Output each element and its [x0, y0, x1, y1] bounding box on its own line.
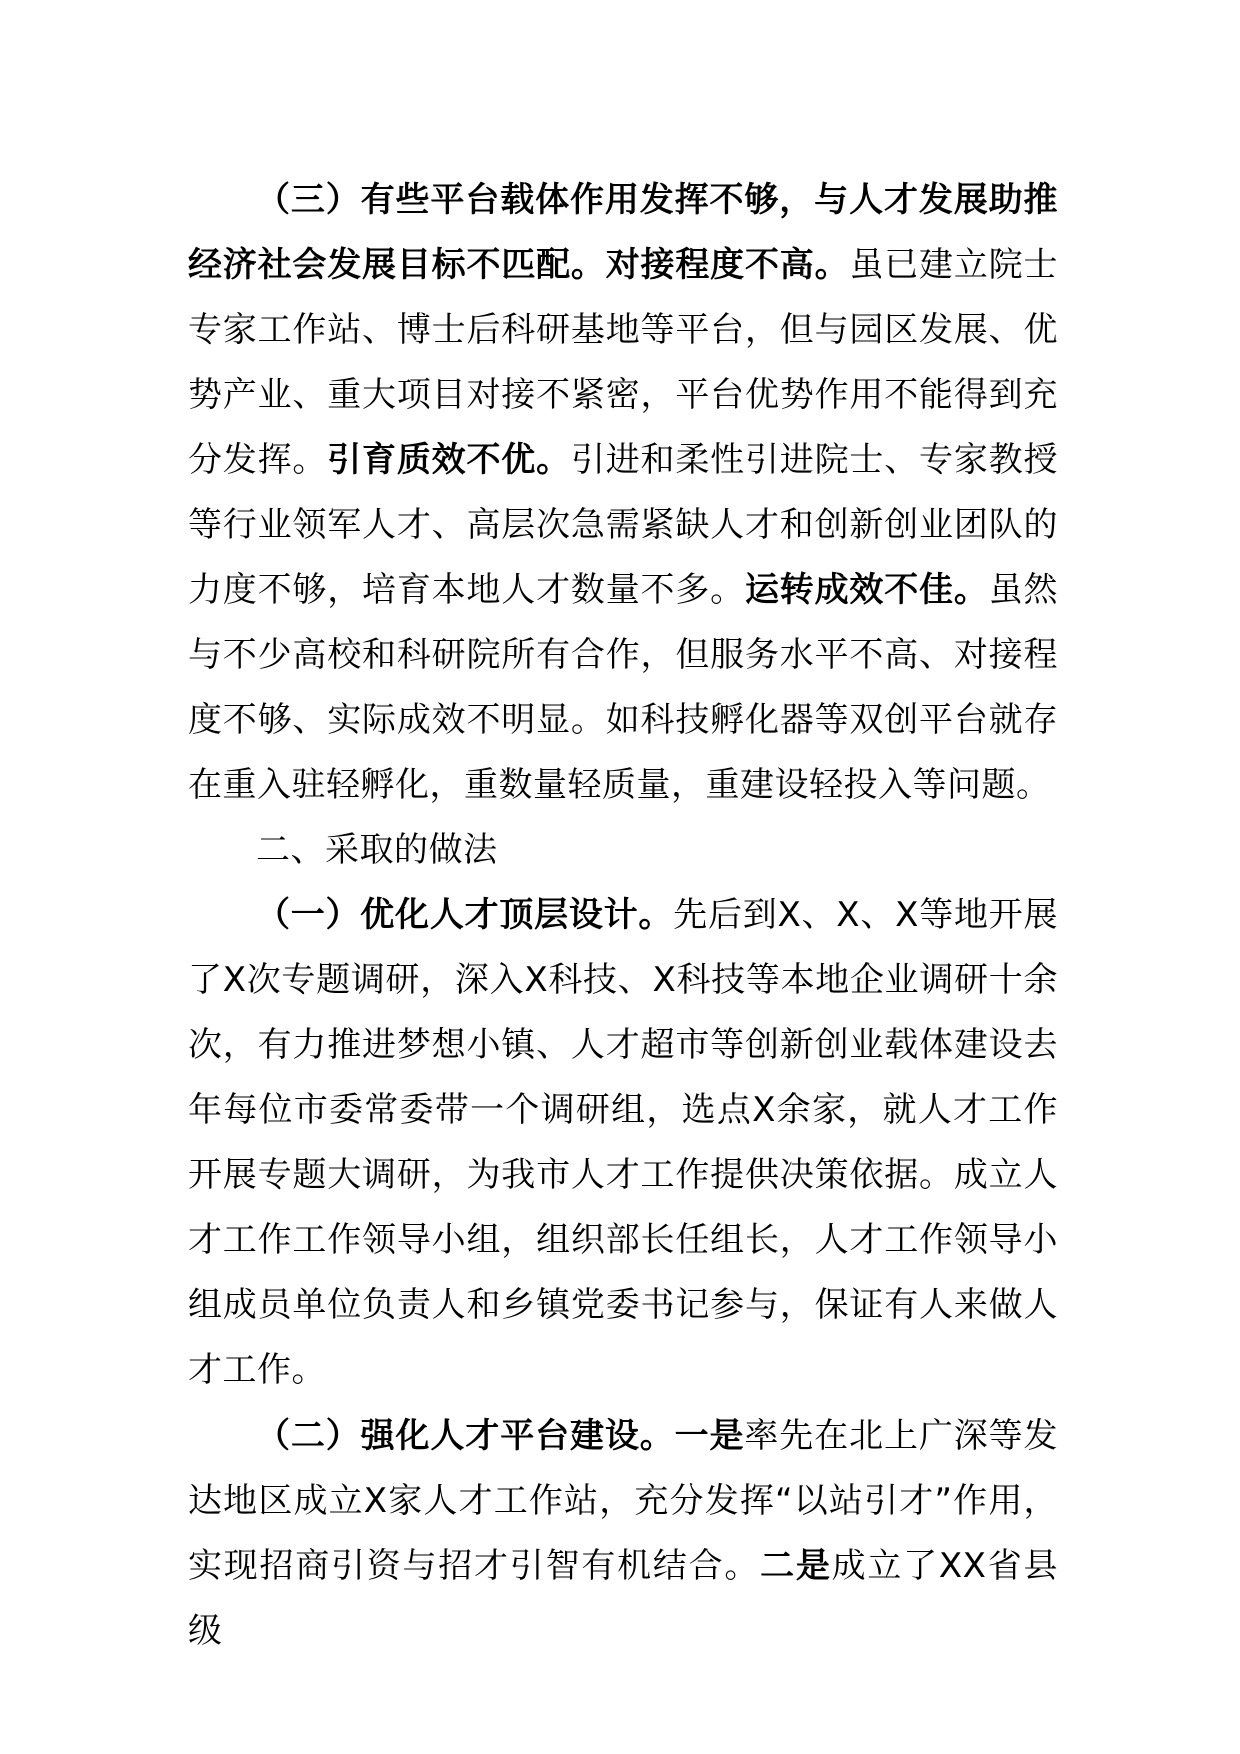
document-body [188, 168, 1058, 1664]
subheading-operation: 运转成效不佳。 [745, 570, 989, 610]
text-first: 率先在北上广深等发达地区成立X家人才工作站，充分发挥“以站引才”作用，实现招商引资与招才引智有机结合。 [188, 1416, 1059, 1586]
heading-top-design: （一）优化人才顶层设计。 [256, 895, 674, 935]
heading-platform-issues: （三）有些平台载体作用发挥不够，与人才发展助推经济社会发展目标不匹配。 [188, 180, 1058, 285]
subheading-quality: 引育质效不优。 [327, 440, 571, 480]
paragraph-top-design [188, 883, 1058, 1403]
text-quality: 引进和柔性引进院士、专家教授等行业领军人才、高层次急需紧缺人才和创新创业团队的力度不够，培育本地人才数量不多。 [188, 440, 1058, 610]
text-connection: 虽已建立院士专家工作站、博士后科研基地等平台，但与园区发展、优势产业、重大项目对接不紧密，平台优势作用不能得到充分发挥。 [188, 245, 1058, 480]
section-heading-measures [188, 818, 1058, 883]
paragraph-platform-issues [188, 168, 1058, 818]
section-title-measures: 二、采取的做法 [256, 830, 498, 870]
heading-platform-building: （二）强化人才平台建设。 [256, 1416, 675, 1456]
text-top-design: 先后到X、X、X等地开展了X次专题调研，深入X科技、X科技等本地企业调研十余次，有力推进梦想小镇、人才超市等创新创业载体建设去年每位市委常委带一个调研组，选点X余家，就人才工作开展专题大调研，为我市人才工作提供决策依据。成立人才工作工作领导小组，组织部长任组长，人才工作领导小组成员单位负责人和乡镇党委书记参与，保证有人来做人才工作。 [188, 895, 1058, 1390]
label-second: 二是 [760, 1546, 832, 1586]
text-operation: 虽然与不少高校和科研院所有合作，但服务水平不高、对接程度不够、实际成效不明显。如科技孵化器等双创平台就存在重入驻轻孵化，重数量轻质量，重建设轻投入等问题。 [188, 570, 1058, 805]
label-first: 一是 [674, 1416, 745, 1456]
text-second: 成立了XX省县级 [188, 1546, 1058, 1651]
subheading-connection: 对接程度不高。 [605, 245, 850, 285]
paragraph-platform-building [188, 1404, 1058, 1664]
